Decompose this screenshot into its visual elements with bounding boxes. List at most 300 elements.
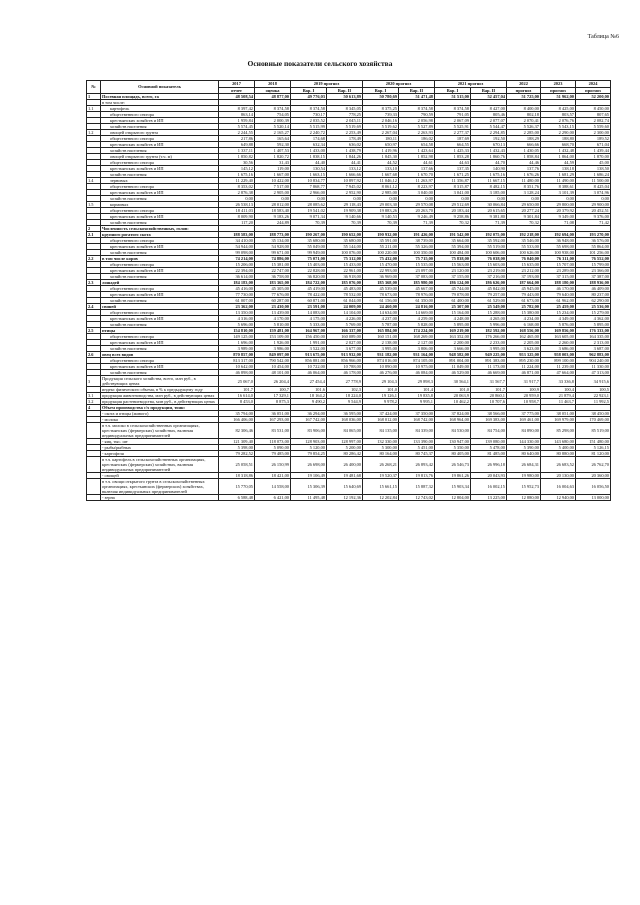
value-cell: 78 532,00 xyxy=(327,292,363,298)
value-cell: 34 410,00 xyxy=(219,238,255,244)
value-cell: 156 450,00 xyxy=(291,334,327,340)
value-cell: 45 416,00 xyxy=(219,286,255,292)
value-cell: 22 923,1 xyxy=(576,393,611,399)
value-cell: 11 049,00 xyxy=(435,364,471,370)
row-label: крестьянских хозяйств и ИП xyxy=(101,292,219,298)
header-2018: 2018 xyxy=(255,81,291,88)
value-cell: 85 298,00 xyxy=(541,423,576,439)
value-cell: 26 893,42 xyxy=(399,457,435,473)
value-cell: 38 450,00 xyxy=(576,411,611,417)
row-label: в том числе: xyxy=(101,100,219,106)
value-cell: 159 481,00 xyxy=(255,328,291,334)
value-cell: 953 325,00 xyxy=(507,352,541,358)
value-cell: 4 265,00 xyxy=(471,316,507,322)
value-cell: 100 076,00 xyxy=(327,250,363,256)
value-cell: 101,0 xyxy=(363,387,399,393)
value-cell: 47 664,00 xyxy=(541,370,576,376)
value-cell: 46 084,00 xyxy=(399,370,435,376)
value-cell: 46 871,00 xyxy=(507,370,541,376)
value-cell: 2 267,04 xyxy=(363,130,399,136)
value-cell: 0,00 xyxy=(255,196,291,202)
value-cell: 3 995,00 xyxy=(363,346,399,352)
value-cell: 51 962,00 xyxy=(541,94,576,100)
value-cell: 16 002,15 xyxy=(471,479,507,495)
value-cell: 1 686,24 xyxy=(576,172,611,178)
value-cell: 26 683,52 xyxy=(541,457,576,473)
row-number: 3.1 xyxy=(87,393,101,399)
value-cell: 15 535,00 xyxy=(399,262,435,268)
value-cell: 27 454,4 xyxy=(291,376,327,387)
value-cell: 100 220,00 xyxy=(363,250,399,256)
header-2021: 2021 прогноз xyxy=(435,81,507,88)
value-cell: 25 549,00 xyxy=(471,304,507,310)
value-cell: 84 754,00 xyxy=(471,423,507,439)
value-cell: 5 828,00 xyxy=(399,322,435,328)
value-cell: 84 890,00 xyxy=(507,423,541,439)
value-cell: 117,20 xyxy=(219,220,255,226)
value-cell: 0,00 xyxy=(291,196,327,202)
value-cell: 1 337,11 xyxy=(219,148,255,154)
row-label: в т.ч. картофель в сельскохозяйственных организациях, крестьянских (фермерских) хозяйствах, включая индивидуальных предпринимателей xyxy=(101,457,219,473)
value-cell: 46 170,00 xyxy=(541,286,576,292)
value-cell: 11 480,00 xyxy=(507,178,541,184)
value-cell: 19 861,26 xyxy=(435,473,471,479)
table-body xyxy=(87,94,611,501)
row-label: общественного сектора xyxy=(101,112,219,118)
value-cell: 3 986,00 xyxy=(255,346,291,352)
row-label: крестьянских хозяйств и ИП xyxy=(101,214,219,220)
value-cell: 8 353,02 xyxy=(219,184,255,190)
value-cell: 8 374,58 xyxy=(435,106,471,112)
value-cell: 0,00 xyxy=(507,196,541,202)
value-cell: 15 603,00 xyxy=(471,262,507,268)
value-cell: 61 350,00 xyxy=(399,298,435,304)
row-label: овец всех видов xyxy=(101,352,219,358)
value-cell: 183 365,00 xyxy=(255,280,291,286)
value-cell: 11 992,5 xyxy=(576,399,611,405)
row-label: крестьянских хозяйств и ИП xyxy=(101,244,219,250)
value-cell: 70,39 xyxy=(363,220,399,226)
value-cell: 244,89 xyxy=(255,220,291,226)
value-cell: 2 056,98 xyxy=(399,118,435,124)
row-label: зерновых xyxy=(101,178,219,184)
value-cell: 2 263,93 xyxy=(399,130,435,136)
value-cell: 1 926,00 xyxy=(255,340,291,346)
value-cell: 15 380,00 xyxy=(507,310,541,316)
value-cell: 61 529,00 xyxy=(471,298,507,304)
value-cell: 0,00 xyxy=(435,196,471,202)
value-cell: 82 306,46 xyxy=(219,423,255,439)
value-cell: 19 481,68 xyxy=(327,473,363,479)
value-cell: 188 936,00 xyxy=(576,280,611,286)
value-cell: 36 758,00 xyxy=(255,274,291,280)
value-cell: 37 387,00 xyxy=(576,274,611,280)
row-label: крестьянских хозяйств и ИП xyxy=(101,166,219,172)
value-cell: 26 996,18 xyxy=(471,457,507,473)
value-cell: 10 788,00 xyxy=(327,364,363,370)
value-cell: 26 698,00 xyxy=(291,457,327,473)
value-cell: 8 061,12 xyxy=(363,184,399,190)
value-cell: 55 049,00 xyxy=(291,244,327,250)
value-cell: 70,39 xyxy=(291,220,327,226)
row-label: хозяйств населения xyxy=(101,250,219,256)
value-cell: 26 684,31 xyxy=(507,457,541,473)
value-cell: 5 520,14 xyxy=(255,124,291,130)
value-cell: 61 400,00 xyxy=(435,298,471,304)
value-cell: 36 294,00 xyxy=(291,411,327,417)
value-cell: 138,50 xyxy=(576,166,611,172)
value-cell: 19 883,26 xyxy=(363,208,399,214)
value-cell: 25 459,00 xyxy=(541,304,576,310)
row-label: в т.ч. молоко в сельскохозяйственных организациях, крестьянских (фермерских) хозяйствах, включая индивидуальных предпринимателей xyxy=(101,423,219,439)
value-cell: 184 722,00 xyxy=(291,280,327,286)
value-cell: 137,76 xyxy=(507,166,541,172)
value-cell: 2 290,00 xyxy=(541,130,576,136)
value-cell: 14 669,00 xyxy=(399,310,435,316)
value-cell: 45 483,00 xyxy=(327,286,363,292)
value-cell: 790 542,00 xyxy=(255,358,291,364)
value-cell: 19 541,02 xyxy=(291,208,327,214)
value-cell: 2 260,00 xyxy=(541,340,576,346)
value-cell: 26 150,99 xyxy=(255,457,291,473)
value-cell: 5 810,00 xyxy=(255,322,291,328)
value-cell: 2 233,00 xyxy=(471,340,507,346)
value-cell: 9 140,66 xyxy=(327,214,363,220)
value-cell: 118 073,00 xyxy=(255,439,291,445)
value-cell: 2 027,00 xyxy=(327,340,363,346)
value-cell: 2 876,38 xyxy=(219,190,255,196)
value-cell: 1 860,76 xyxy=(471,154,507,160)
value-cell: 25 067,0 xyxy=(219,376,255,387)
row-label: - скота и птицы (живого) xyxy=(101,411,219,417)
value-cell: 5 519,69 xyxy=(327,124,363,130)
value-cell: 1 432,48 xyxy=(541,148,576,154)
value-cell: 2 067,09 xyxy=(435,118,471,124)
value-cell: 15 381,00 xyxy=(255,262,291,268)
value-cell: 55 519,00 xyxy=(471,244,507,250)
row-number: 2.2 xyxy=(87,256,101,262)
value-cell: 1 666,66 xyxy=(327,172,363,178)
value-cell: 71,08 xyxy=(541,220,576,226)
value-cell: 186 124,00 xyxy=(435,280,471,286)
value-cell: 9 381,80 xyxy=(471,214,507,220)
value-cell: 870 857,00 xyxy=(219,352,255,358)
value-cell: 44,52 xyxy=(363,160,399,166)
value-cell: 20 360,00 xyxy=(576,473,611,479)
value-cell: 101 256,00 xyxy=(576,250,611,256)
value-cell: 4 175,00 xyxy=(291,316,327,322)
value-cell: 3 995,00 xyxy=(471,346,507,352)
value-cell: 2 240,72 xyxy=(291,130,327,136)
value-cell: 184 183,00 xyxy=(219,280,255,286)
row-label: хозяйств населения xyxy=(101,172,219,178)
value-cell: 149 125,00 xyxy=(219,334,255,340)
value-cell: 44,61 xyxy=(399,160,435,166)
value-cell: 79 854,25 xyxy=(291,451,327,457)
row-label: - яиц, тыс. шт xyxy=(101,439,219,445)
value-cell: 163 352,00 xyxy=(435,334,471,340)
value-cell: 60 871,00 xyxy=(291,298,327,304)
value-cell: 77 676,00 xyxy=(255,292,291,298)
value-cell: 18 164,2 xyxy=(291,393,327,399)
value-cell: 35 591,00 xyxy=(363,238,399,244)
value-cell: 931 182,00 xyxy=(363,352,399,358)
header-2022-sub: прогноз xyxy=(507,87,541,94)
row-number: 2.3 xyxy=(87,280,101,286)
row-label: крестьянских хозяйств и ИП xyxy=(101,118,219,124)
row-label: хозяйств населения xyxy=(101,298,219,304)
row-label: - овощей xyxy=(101,473,219,479)
row-label: в т.ч. овощи открытого грунта в сельскохозяйственных организациях, крестьянских (фермерских) хозяйствах, включая индивидуальных предпринимателей xyxy=(101,479,219,495)
value-cell: 188,80 xyxy=(541,136,576,142)
row-label: - картофеля xyxy=(101,451,219,457)
value-cell: 36 969,00 xyxy=(363,274,399,280)
value-cell: 29 003,30 xyxy=(363,202,399,208)
value-cell: 193 270,00 xyxy=(576,232,611,238)
value-cell: 29 512,69 xyxy=(435,202,471,208)
value-cell: 807,65 xyxy=(576,112,611,118)
value-cell: 1 667,00 xyxy=(255,172,291,178)
value-cell: 190 267,00 xyxy=(291,232,327,238)
row-number: 1.4 xyxy=(87,178,101,184)
value-cell: 5 300,00 xyxy=(363,445,399,451)
value-cell: 2 300,00 xyxy=(576,130,611,136)
table-row xyxy=(87,495,611,501)
row-label: - молока xyxy=(101,417,219,423)
value-cell: 8 388,61 xyxy=(541,184,576,190)
value-cell: 29 800,00 xyxy=(541,202,576,208)
value-cell: 4 349,00 xyxy=(541,316,576,322)
value-cell: 805,46 xyxy=(471,112,507,118)
value-cell: 14 558,00 xyxy=(255,479,291,495)
value-cell: 189,52 xyxy=(576,136,611,142)
value-cell: 2 985,00 xyxy=(363,190,399,196)
value-cell: 9 995,1 xyxy=(399,399,435,405)
value-cell: 50 780,69 xyxy=(363,94,399,100)
value-cell: 79 282,52 xyxy=(219,451,255,457)
value-cell: 75 715,00 xyxy=(399,256,435,262)
value-cell: 80 640,00 xyxy=(507,451,541,457)
value-cell: 49 776,03 xyxy=(291,94,327,100)
value-cell: 46 898,00 xyxy=(219,370,255,376)
value-cell: 50 613,89 xyxy=(327,94,363,100)
value-cell: 62 290,00 xyxy=(576,298,611,304)
value-cell: 26 204,4 xyxy=(255,376,291,387)
row-label: овощей открытого грунта xyxy=(101,130,219,136)
value-cell: 874 016,00 xyxy=(363,358,399,364)
value-cell: 9 246,49 xyxy=(399,214,435,220)
value-cell: 61 673,00 xyxy=(507,298,541,304)
value-cell: 81 120,00 xyxy=(576,451,611,457)
value-cell: 863,14 xyxy=(219,112,255,118)
value-cell: 79 640,00 xyxy=(541,292,576,298)
value-cell: 11 490,00 xyxy=(541,178,576,184)
value-cell: 21 879,4 xyxy=(541,393,576,399)
value-cell: 166 406,00 xyxy=(219,417,255,423)
value-cell: 8 450,00 xyxy=(576,106,611,112)
row-label: крестьянских хозяйств и ИП xyxy=(101,340,219,346)
value-cell: 8 223,97 xyxy=(399,184,435,190)
value-cell: 99 671,00 xyxy=(255,250,291,256)
value-cell: 166 337,00 xyxy=(327,328,363,334)
value-cell: 160 089,00 xyxy=(327,334,363,340)
value-cell: 71,39 xyxy=(399,220,435,226)
value-cell: 128 903,00 xyxy=(291,439,327,445)
value-cell: 154 810,00 xyxy=(219,328,255,334)
value-cell: 16 004,63 xyxy=(541,479,576,495)
value-cell: 20 063,9 xyxy=(435,393,471,399)
value-cell: 913 675,00 xyxy=(291,352,327,358)
row-number: 2 xyxy=(87,226,101,232)
value-cell: 167 742,00 xyxy=(291,417,327,423)
value-cell: 45 667,00 xyxy=(399,286,435,292)
value-cell: 6 421,00 xyxy=(255,495,291,501)
value-cell: 15 640,69 xyxy=(327,479,363,495)
value-cell: 28 085,62 xyxy=(291,202,327,208)
value-cell: 19 520,37 xyxy=(363,473,399,479)
value-cell: 85 519,00 xyxy=(576,423,611,439)
value-cell: 30,56 xyxy=(219,160,255,166)
value-cell: 46 669,00 xyxy=(471,370,507,376)
value-cell: 168 036,00 xyxy=(327,417,363,423)
value-cell: 30 564,1 xyxy=(435,376,471,387)
value-cell: 10 454,00 xyxy=(255,364,291,370)
value-cell: 84 530,00 xyxy=(435,423,471,439)
value-cell: 187 664,00 xyxy=(507,280,541,286)
header-2024-sub: прогноз xyxy=(576,87,611,94)
header-no: № xyxy=(87,81,101,94)
value-cell: 1 419,96 xyxy=(363,148,399,154)
value-cell: 1 696,00 xyxy=(219,340,255,346)
value-cell: 37 193,00 xyxy=(507,274,541,280)
row-label: крестьянских хозяйств и ИП xyxy=(101,190,219,196)
value-cell: 5 769,00 xyxy=(327,322,363,328)
value-cell: 8 375,25 xyxy=(363,106,399,112)
value-cell: 19 106,49 xyxy=(291,473,327,479)
value-cell: 649,88 xyxy=(219,142,255,148)
value-cell: 23 591,00 xyxy=(291,304,327,310)
value-cell: 168 742,00 xyxy=(399,417,435,423)
value-cell: 168 556,00 xyxy=(507,328,541,334)
value-cell: 3 040,00 xyxy=(399,190,435,196)
value-cell: 15 279,00 xyxy=(576,310,611,316)
value-cell: 133 390,00 xyxy=(399,439,435,445)
row-number: 2.6 xyxy=(87,352,101,358)
value-cell: 151 480,00 xyxy=(576,439,611,445)
value-cell: 35 592,00 xyxy=(471,238,507,244)
value-cell: 102,3 xyxy=(327,387,363,393)
header-2020-var1: Вар. I xyxy=(363,87,399,94)
value-cell: 23 362,00 xyxy=(219,304,255,310)
value-cell: 165 884,00 xyxy=(363,328,399,334)
row-label: хозяйств населения xyxy=(101,322,219,328)
value-cell: 15 433,00 xyxy=(327,262,363,268)
value-cell: 187,69 xyxy=(435,136,471,142)
value-cell: 5 333,00 xyxy=(291,322,327,328)
table-row xyxy=(87,399,611,405)
value-cell: 185 368,00 xyxy=(363,280,399,286)
value-cell: 168 012,00 xyxy=(363,417,399,423)
value-cell: 15 770,05 xyxy=(219,479,255,495)
value-cell: 139 080,00 xyxy=(471,439,507,445)
agriculture-indicators-table xyxy=(86,80,611,501)
value-cell: 849 097,00 xyxy=(255,352,291,358)
value-cell: 15 887,32 xyxy=(399,479,435,495)
header-2023: 2023 xyxy=(541,81,576,88)
value-cell: 60 287,00 xyxy=(255,298,291,304)
value-cell: 23 212,00 xyxy=(507,268,541,274)
value-cell: 11 239,00 xyxy=(541,364,576,370)
row-label: хозяйств населения xyxy=(101,220,219,226)
value-cell: 5 200,00 xyxy=(327,445,363,451)
value-cell: 11 046,12 xyxy=(363,178,399,184)
value-cell: 15 206,00 xyxy=(219,262,255,268)
value-cell: 76 040,00 xyxy=(507,256,541,262)
row-label: крестьянских хозяйств и ИП xyxy=(101,364,219,370)
value-cell: 0,00 xyxy=(471,196,507,202)
value-cell: 78 673,00 xyxy=(363,292,399,298)
value-cell: 2 165,27 xyxy=(255,130,291,136)
header-2021-var1: Вар. I xyxy=(435,87,471,94)
value-cell: 18 224,0 xyxy=(327,393,363,399)
value-cell: 1 870,00 xyxy=(576,154,611,160)
value-cell: 37 083,00 xyxy=(399,274,435,280)
value-cell: 36 918,00 xyxy=(327,274,363,280)
value-cell: 12 743,02 xyxy=(399,495,435,501)
value-cell: 182 592,00 xyxy=(471,328,507,334)
value-cell: 81 485,00 xyxy=(471,451,507,457)
value-cell: 8 345,05 xyxy=(327,106,363,112)
value-cell: 14 634,00 xyxy=(363,310,399,316)
value-cell: 45 945,00 xyxy=(507,286,541,292)
value-cell: 44,41 xyxy=(327,160,363,166)
value-cell: 1 432,43 xyxy=(471,148,507,154)
value-cell: 101,0 xyxy=(435,387,471,393)
value-cell: 1 430,05 xyxy=(507,148,541,154)
value-cell: 730,17 xyxy=(291,112,327,118)
value-cell: 4 234,00 xyxy=(507,316,541,322)
value-cell: 27 778,9 xyxy=(327,376,363,387)
value-cell: 38 566,00 xyxy=(471,411,507,417)
value-cell: 80 745,37 xyxy=(399,451,435,457)
value-cell: 121 309,40 xyxy=(219,439,255,445)
value-cell: 188 180,00 xyxy=(541,280,576,286)
value-cell: 10 707,6 xyxy=(471,399,507,405)
value-cell: 3 687,00 xyxy=(576,346,611,352)
value-cell: 51 725,00 xyxy=(507,94,541,100)
value-cell: 3 666,00 xyxy=(435,346,471,352)
row-label: Продукция сельского хозяйства, всего, млн руб., в действующих ценах xyxy=(101,376,219,387)
value-cell: 23 366,00 xyxy=(576,268,611,274)
value-cell: 4 362,00 xyxy=(576,316,611,322)
value-cell: 80 880,00 xyxy=(541,451,576,457)
row-number: 3 xyxy=(87,376,101,387)
value-cell: 79 443,00 xyxy=(507,292,541,298)
value-cell: 79 485,00 xyxy=(255,451,291,457)
value-cell: 55 326,00 xyxy=(399,244,435,250)
value-cell: 11 224,00 xyxy=(507,364,541,370)
value-cell: 61 962,00 xyxy=(541,298,576,304)
value-cell: 670,13 xyxy=(471,142,507,148)
value-cell: 70,32 xyxy=(435,220,471,226)
value-cell: 162 465,00 xyxy=(507,334,541,340)
value-cell: 904 240,00 xyxy=(576,358,611,364)
row-label: общественного сектора xyxy=(101,358,219,364)
value-cell: 1 858,84 xyxy=(507,154,541,160)
value-cell: 0,00 xyxy=(219,196,255,202)
row-label: общественного сектора xyxy=(101,208,219,214)
value-cell: 16 056,50 xyxy=(576,479,611,495)
